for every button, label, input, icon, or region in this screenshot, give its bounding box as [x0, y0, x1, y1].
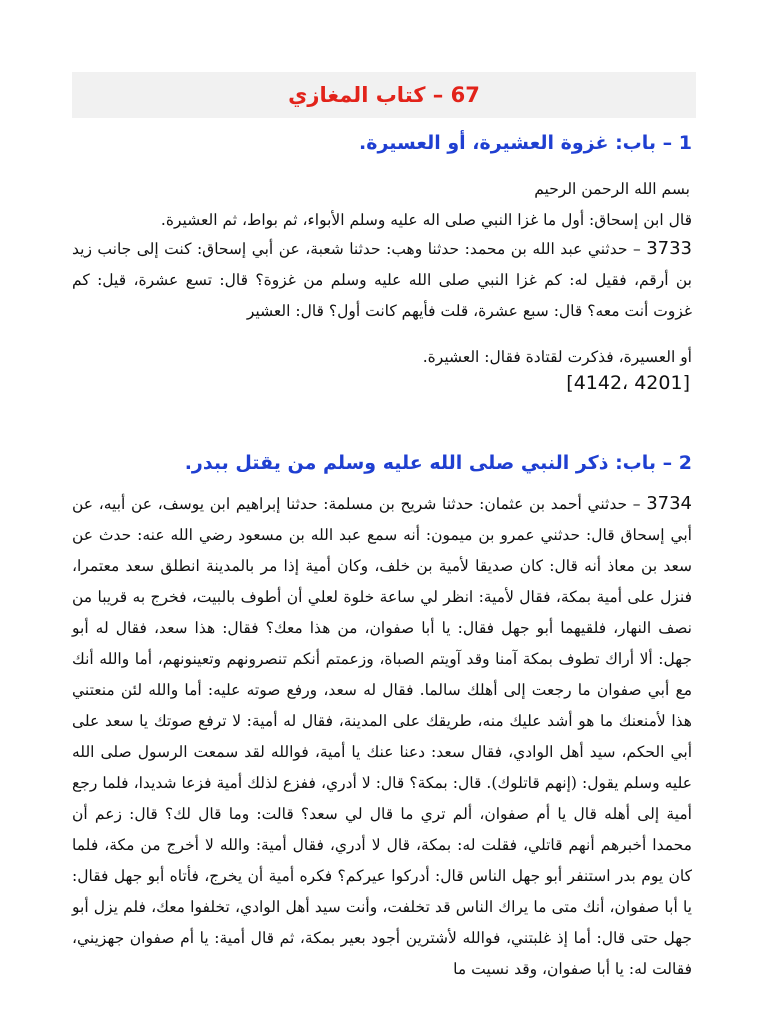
hadith-paragraph [72, 488, 692, 985]
chapter-title: 2 – باب: ذكر النبي صلى الله عليه وسلم من يقتل ببدر. [184, 452, 692, 474]
intro-paragraph: قال ابن إسحاق: أول ما غزا النبي صلى اله عليه وسلم الأبواء، ثم بواط، ثم العشيرة. [160, 211, 692, 229]
hadith-number: 3733 [646, 238, 692, 259]
hadith-number: 3734 [646, 493, 692, 514]
book-title: 67 – كتاب المغازي [288, 83, 480, 107]
hadith-text: – حدثني عبد الله بن محمد: حدثنا وهب: حدثنا شعبة، عن أبي إسحاق: كنت إلى جانب زيد بن أرقم، فقيل له: كم غزا النبي صلى الله عليه وسلم من غزوة؟ قال: تسع عشرة، قيل: كم غزوت أنت معه؟ قال: سبع عشرة، قلت فأيهم كانت أول؟ قال: العشير [72, 240, 692, 320]
cross-references: [4201 ،4142] [566, 372, 690, 394]
basmala: بسم الله الرحمن الرحيم [534, 180, 690, 198]
hadith-text: – حدثني أحمد بن عثمان: حدثنا شريح بن مسلمة: حدثنا إبراهيم ابن يوسف، عن أبيه، عن أبي إسحاق قال: حدثني عمرو بن ميمون: أنه سمع عبد الله بن مسعود رضي الله عنه: حدث عن سعد بن معاذ أنه قال: كان صديقا لأمية بن خلف، وكان أمية إذا مر بالمدينة انطلق سعد معتمرا، فنزل على أمية بمكة، فقال لأمية: انظر لي ساعة خلوة لعلي أن أطوف بالبيت، فخرج به قريبا من نصف النهار، فلقيهما أبو جهل فقال: يا أبا صفوان، من هذا معك؟ فقال: هذا سعد، فقال له أبو جهل: ألا أراك تطوف بمكة آمنا وقد آويتم الصباة، وزعمتم أنكم تنصرونهم وتعينونهم، أما والله أنك مع أبي صفوان ما رجعت إلى أهلك سالما. فقال له سعد، ورفع صوته عليه: أما والله لئن منعتني هذا لأمنعنك ما هو أشد عليك منه، طريقك على المدينة، فقال له أمية: لا ترفع صوتك يا سعد على أبي الحكم، سيد أهل الوادي، فقال سعد: دعنا عنك يا أمية، فوالله لقد سمعت الرسول صلى الله عليه وسلم يقول: (إنهم قاتلوك). قال: بمكة؟ قال: لا أدري، ففزع لذلك أمية فزعا شديدا، فلما رجع أمية إلى أهله قال يا أم صفوان، ألم تري ما قال لي سعد؟ قالت: وما قال لك؟ قال: زعم أن محمدا أخبرهم أنهم قاتلي، فقلت له: بمكة، قال لا أدري، فقال أمية: والله لا أخرج من مكة، فلما كان يوم بدر استنفر أبو جهل الناس قال: أدركوا عيركم؟ فكره أمية أن يخرج، فأتاه أبو جهل فقال: يا أبا صفوان، أنك متى ما يراك الناس قد تخلفت، وأنت سيد أهل الوادي، تخلفوا معك، فلم يزل أبو جهل حتى قال: أما إذ غلبتني، فوالله لأشترين أجود بعير بمكة، ثم قال أمية: يا أم صفوان جهزيني، فقالت له: يا أبا صفوان، وقد نسيت ما [72, 495, 692, 978]
chapter-title: 1 – باب: غزوة العشيرة، أو العسيرة. [359, 132, 692, 154]
hadith-tail: أو العسيرة، فذكرت لقتادة فقال: العشيرة. [422, 348, 692, 366]
book-header [72, 72, 696, 118]
hadith-paragraph [72, 233, 692, 327]
